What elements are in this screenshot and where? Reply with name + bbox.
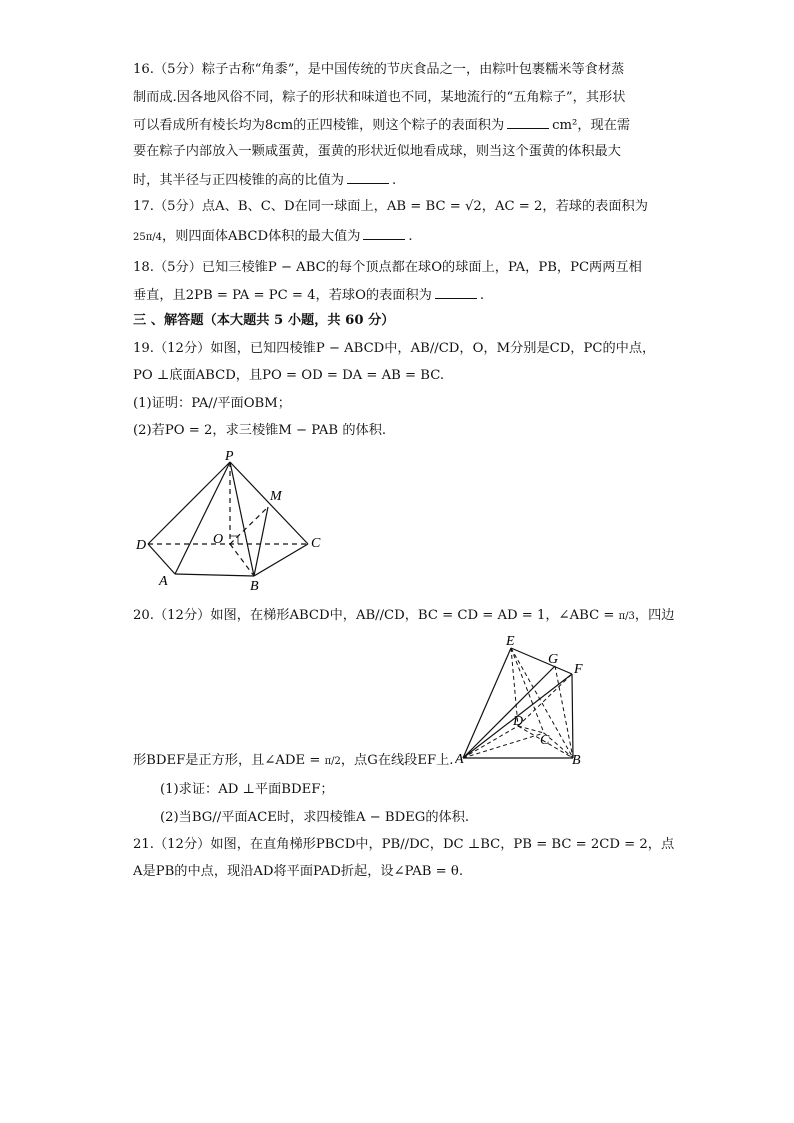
pyramid-diagram — [130, 448, 330, 593]
q16-line-1: 16.（5分）粽子古称“角黍”，是中国传统的节庆食品之一，由粽叶包裹糯米等食材蒸 — [133, 62, 625, 77]
q16-line-5 — [133, 171, 396, 191]
q20-part-2: (2)当BG//平面ACE时，求四棱锥A − BDEG的体积. — [160, 810, 470, 825]
q19-part-1: (1)证明：PA//平面OBM； — [133, 396, 291, 411]
answer-blank — [507, 116, 549, 129]
q16-line-2: 制而成.因各地风俗不同，粽子的形状和味道也不同，某地流行的“五角粽子”，其形状 — [133, 90, 626, 105]
section-heading: 三 、解答题（本大题共 5 小题，共 60 分） — [133, 313, 395, 328]
answer-blank — [435, 286, 477, 299]
edge-PB — [230, 462, 254, 576]
edge-EF — [511, 648, 572, 674]
label-O: O — [213, 532, 224, 547]
label-A: A — [455, 752, 464, 767]
label-D: D — [513, 714, 524, 729]
edge-FB — [572, 674, 573, 758]
q18-line-1: 18.（5分）已知三棱锥P − ABC的每个顶点都在球O的球面上，PA，PB，PC两两互相 — [133, 260, 642, 275]
q21-line-1: 21.（12分）如图，在直角梯形PBCD中，PB//DC，DC ⊥BC，PB = BC = 2CD = 2，点 — [133, 837, 675, 852]
edge-DA — [148, 544, 175, 574]
label-D: D — [136, 538, 147, 553]
q16-line-5-text: 时，其半径与正四棱锥的高的比值为 — [133, 173, 344, 188]
edge-PC — [230, 462, 308, 544]
q20-line-2-text: 形BDEF是正方形，且∠ADE = — [133, 753, 325, 768]
q16-line-5-end: . — [392, 173, 397, 188]
label-F: F — [574, 662, 583, 677]
q19-part-2: (2)若PO = 2，求三棱锥M − PAB 的体积. — [133, 423, 387, 438]
q20-line-1-text: 20.（12分）如图，在梯形ABCD中，AB//CD，BC = CD = AD = 1，∠ABC = — [133, 608, 619, 623]
label-C: C — [540, 733, 550, 748]
q16-line-3-text: 可以看成所有棱长均为8cm的正四棱锥，则这个粽子的表面积为 — [133, 118, 505, 133]
q20-line-1 — [133, 607, 674, 627]
edge-OM-hidden — [230, 507, 268, 544]
q17-line-1: 17.（5分）点A、B、C、D在同一球面上，AB = BC = √2，AC = 2，若球的表面积为 — [133, 199, 648, 214]
label-B: B — [250, 579, 259, 593]
q17-fraction: 25π/4 — [133, 232, 163, 243]
q18-line-2-text: 垂直，且2PB = PA = PC = 4，若球O的表面积为 — [133, 288, 432, 303]
q19-figure — [130, 448, 330, 593]
label-P: P — [225, 449, 234, 464]
q20-angle-1: π/3 — [618, 611, 635, 622]
q16-line-3-unit: cm²，现在需 — [552, 118, 631, 133]
q20-line-2-end: ，点G在线段EF上. — [340, 753, 454, 768]
edge-PA — [175, 462, 230, 574]
q18-line-2-end: . — [479, 288, 485, 303]
q20-figure — [455, 630, 595, 770]
answer-blank — [363, 227, 405, 240]
edge-AB — [175, 574, 254, 576]
q16-line-3 — [133, 116, 630, 136]
q21-line-2: A是PB的中点，现沿AD将平面PAD折起，设∠PAB = θ. — [133, 864, 464, 879]
label-A: A — [159, 574, 168, 589]
q19-line-2: PO ⊥底面ABCD，且PO = OD = DA = AB = BC. — [133, 368, 445, 383]
q16-line-4: 要在粽子内部放入一颗咸蛋黄，蛋黄的形状近似地看成球，则当这个蛋黄的体积最大 — [133, 144, 621, 159]
edge-AE — [463, 648, 511, 758]
label-M: M — [270, 489, 282, 504]
solid-diagram — [455, 630, 595, 770]
label-G: G — [548, 652, 559, 667]
edge-MB — [254, 507, 268, 576]
q17-line-2-text: ，则四面体ABCD体积的最大值为 — [162, 229, 361, 244]
label-C: C — [311, 536, 321, 551]
q20-part-1: (1)求证：AD ⊥平面BDEF； — [160, 782, 334, 797]
edge-DF-hidden — [518, 674, 572, 726]
answer-blank — [347, 171, 389, 184]
q19-line-1: 19.（12分）如图，已知四棱锥P − ABCD中，AB//CD，O，M分别是CD，PC的中点， — [133, 341, 656, 356]
q20-line-1-end: ，四边 — [634, 608, 675, 623]
q17-line-2-end: . — [408, 229, 413, 244]
q18-line-2 — [133, 286, 484, 306]
edge-BC — [254, 544, 308, 576]
q20-angle-2: π/2 — [324, 756, 341, 767]
label-B: B — [572, 753, 581, 768]
label-E: E — [506, 634, 515, 649]
q20-line-2 — [133, 752, 454, 772]
q17-line-2 — [133, 227, 413, 247]
